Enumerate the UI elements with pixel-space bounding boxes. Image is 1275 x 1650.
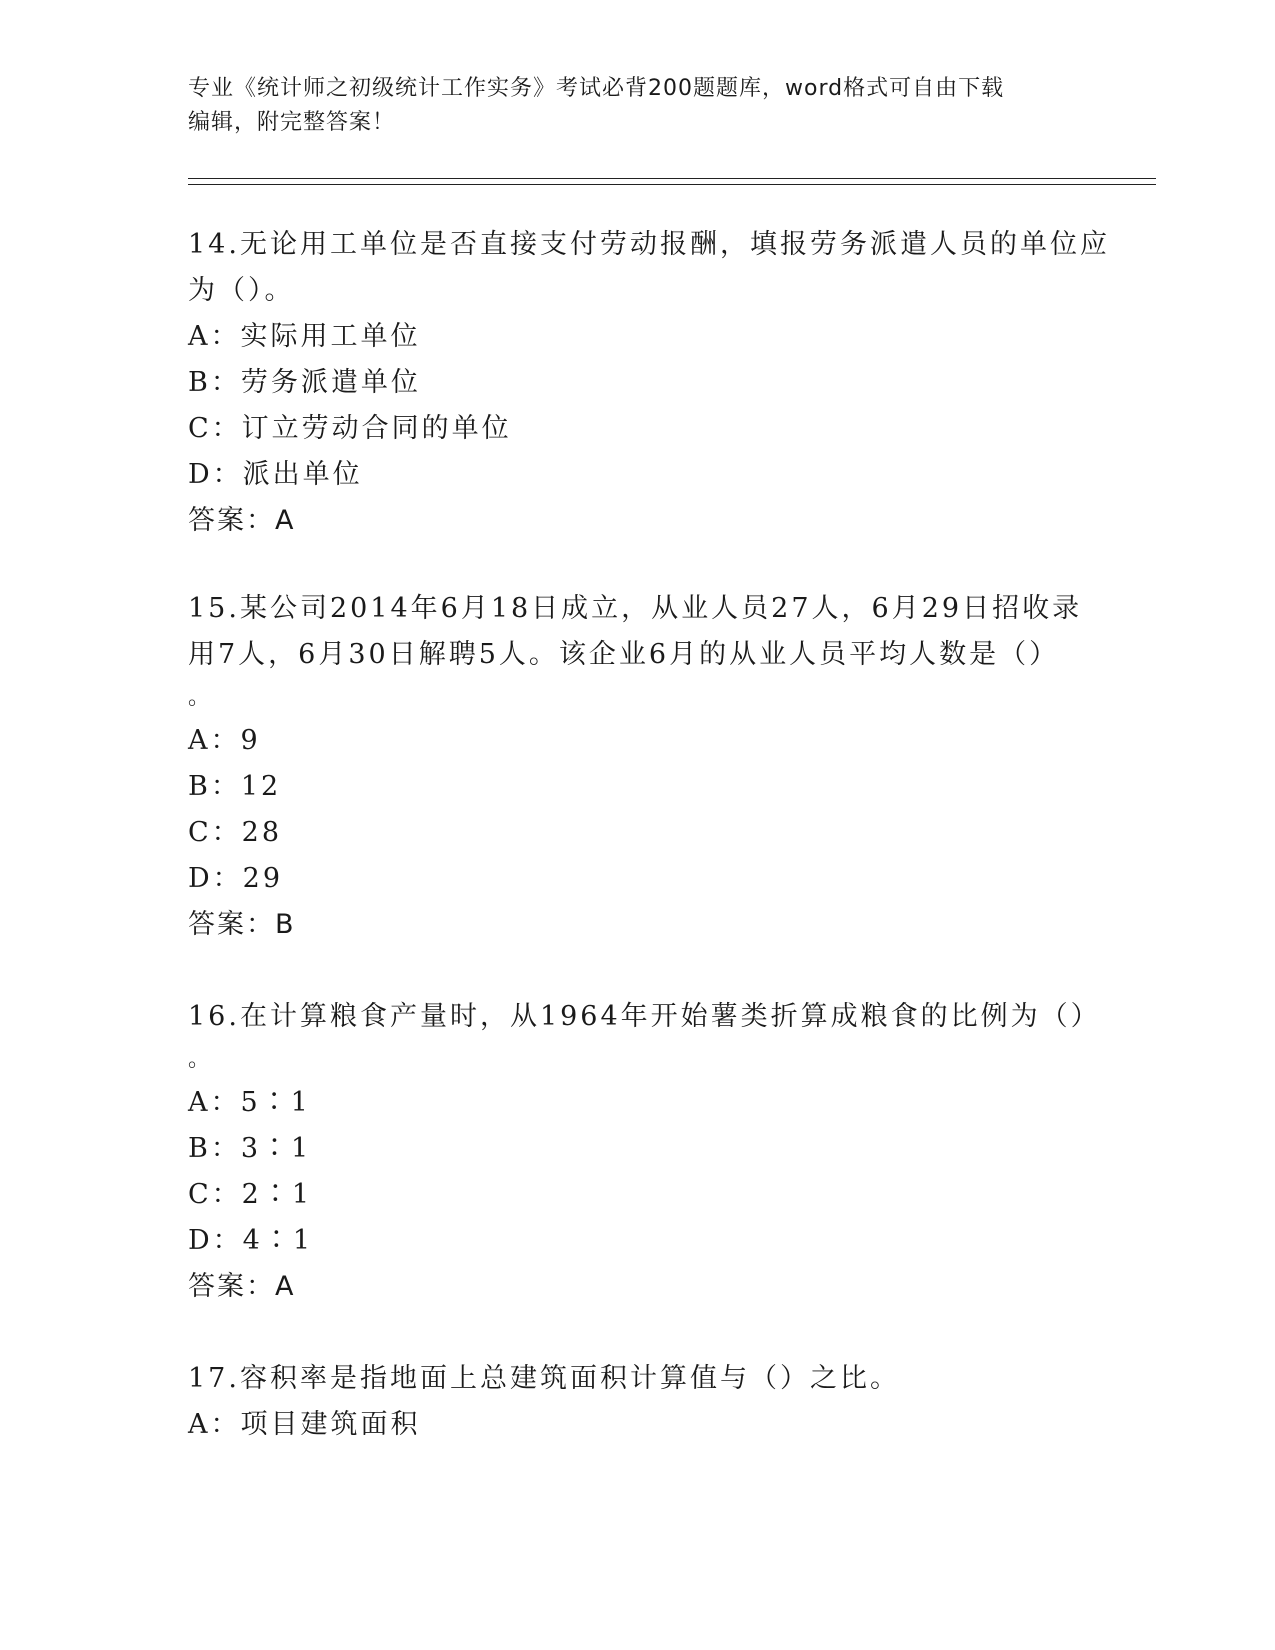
question-16: [188, 994, 1101, 1310]
option-a: A：5∶1: [188, 1087, 311, 1118]
option-d: D：4∶1: [188, 1225, 314, 1256]
document-header: [188, 72, 1088, 140]
option-a: A：实际用工单位: [188, 321, 421, 352]
header-divider-top: [188, 178, 1156, 179]
option-c: C：28: [188, 817, 283, 848]
header-line-2: 编辑，附完整答案！: [188, 110, 396, 135]
question-stem-line: 。: [188, 685, 214, 710]
option-b: B：3∶1: [188, 1133, 312, 1164]
question-stem-line: 17.容积率是指地面上总建筑面积计算值与（）之比。: [188, 1363, 900, 1394]
question-15: [188, 586, 1088, 948]
header-divider-bottom: [188, 184, 1156, 185]
answer-label: 答案：A: [188, 1271, 296, 1302]
option-b: B：12: [188, 771, 282, 802]
question-stem-line: 14.无论用工单位是否直接支付劳动报酬，填报劳务派遣人员的单位应: [188, 229, 1110, 260]
option-a: A：9: [188, 725, 261, 756]
option-b: B：劳务派遣单位: [188, 367, 421, 398]
answer-label: 答案：B: [188, 909, 296, 940]
question-stem-line: 用7人，6月30日解聘5人。该企业6月的从业人员平均人数是（）: [188, 639, 1060, 670]
option-c: C：2∶1: [188, 1179, 313, 1210]
option-d: D：派出单位: [188, 459, 363, 490]
question-17: [188, 1356, 1088, 1448]
question-stem-line: 16.在计算粮食产量时，从1964年开始薯类折算成粮食的比例为（）: [188, 1001, 1101, 1032]
header-line-1: 专业《统计师之初级统计工作实务》考试必背200题题库，word格式可自由下载: [188, 76, 1005, 101]
question-stem-line: 为（）。: [188, 275, 295, 306]
answer-label: 答案：A: [188, 505, 296, 536]
option-a: A：项目建筑面积: [188, 1409, 421, 1440]
option-d: D：29: [188, 863, 284, 894]
question-stem-line: 。: [188, 1047, 214, 1072]
question-stem-line: 15.某公司2014年6月18日成立，从业人员27人，6月29日招收录: [188, 593, 1083, 624]
question-14: [188, 222, 1110, 544]
option-c: C：订立劳动合同的单位: [188, 413, 512, 444]
